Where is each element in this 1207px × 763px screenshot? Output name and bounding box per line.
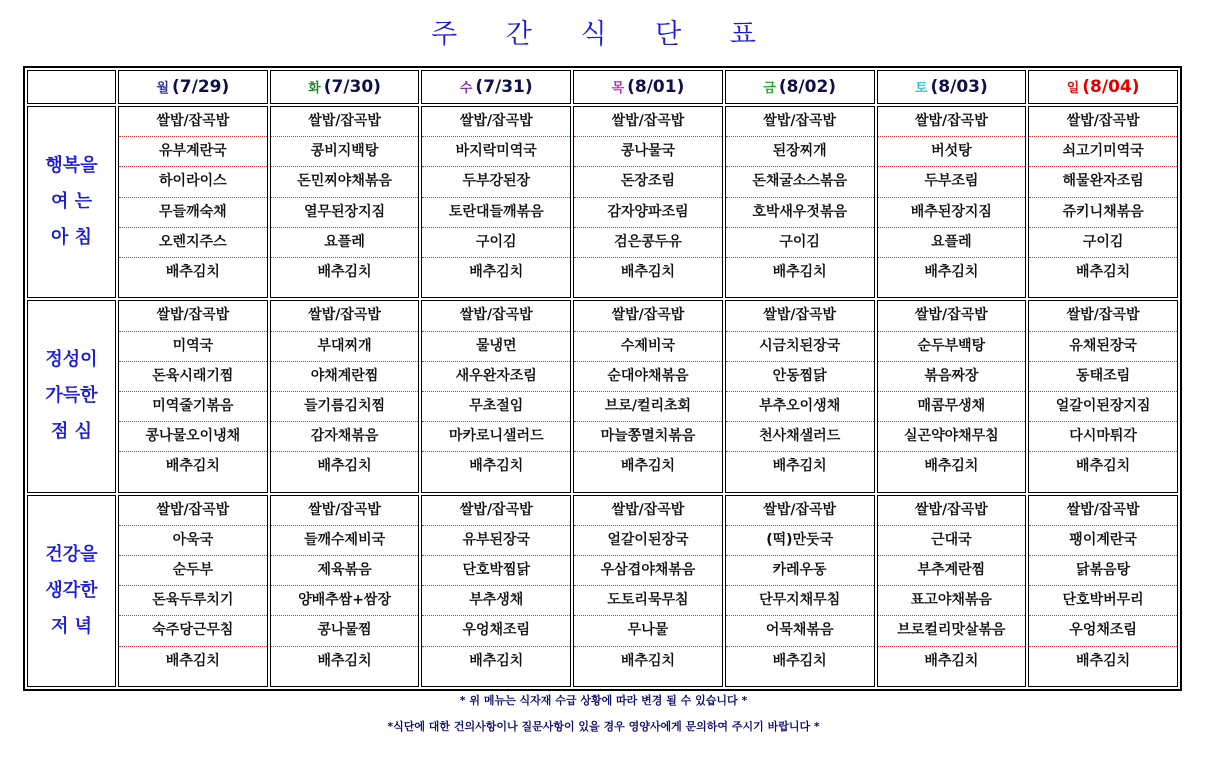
- menu-item: 배추김치: [772, 263, 827, 280]
- menu-item: 단무지채무침: [726, 586, 874, 616]
- menu-item: 표고야채볶음: [878, 586, 1026, 616]
- menu-item: 카레우동: [726, 556, 874, 586]
- menu-item: 다시마튀각: [1029, 422, 1177, 452]
- menu-item: 쌀밥/잡곡밥: [1029, 107, 1177, 137]
- menu-item: 수제비국: [574, 332, 722, 362]
- menu-item: 쌀밥/잡곡밥: [726, 107, 874, 137]
- menu-item: 실곤약야채무침: [878, 422, 1026, 452]
- menu-item: 쌀밥/잡곡밥: [726, 496, 874, 526]
- day-icon: 목: [611, 81, 625, 96]
- menu-item: 브로/컬리초회: [574, 392, 722, 422]
- menu-item: 쌀밥/잡곡밥: [119, 107, 267, 137]
- day-header-fri: [725, 70, 875, 104]
- menu-item: 어묵채볶음: [726, 616, 874, 646]
- meal-label-line: 저 녁: [50, 615, 93, 637]
- meal-label-line: 가득한: [45, 385, 98, 407]
- menu-item: 들기름김치찜: [271, 392, 419, 422]
- menu-item: 배추된장지짐: [878, 198, 1026, 228]
- menu-cell: [877, 495, 1027, 687]
- menu-item: 미역국: [119, 332, 267, 362]
- menu-item: 쌀밥/잡곡밥: [574, 301, 722, 331]
- menu-item: 무초절임: [422, 392, 570, 422]
- menu-item: 쌀밥/잡곡밥: [119, 301, 267, 331]
- menu-item: 얼갈이된장지짐: [1029, 392, 1177, 422]
- menu-cell: [573, 106, 723, 298]
- meal-row-breakfast: [27, 106, 1178, 298]
- menu-cell: [573, 300, 723, 492]
- menu-item: 새우완자조림: [422, 362, 570, 392]
- menu-item: 배추김치: [317, 652, 372, 669]
- menu-cell: [421, 495, 571, 687]
- menu-item: 쌀밥/잡곡밥: [422, 496, 570, 526]
- day-date: (7/29): [172, 77, 230, 97]
- menu-cell: [1028, 106, 1178, 298]
- menu-item: 물냉면: [422, 332, 570, 362]
- menu-cell: [118, 300, 268, 492]
- menu-item: 배추김치: [469, 458, 524, 475]
- menu-item: 배추김치: [772, 458, 827, 475]
- weekly-menu-table: [23, 66, 1182, 691]
- menu-item: 쌀밥/잡곡밥: [271, 301, 419, 331]
- menu-item: 배추김치: [165, 458, 220, 475]
- menu-item: 열무된장지짐: [271, 198, 419, 228]
- menu-item: 천사채샐러드: [726, 422, 874, 452]
- menu-item: 버섯탕: [878, 137, 1026, 167]
- menu-item: 배추김치: [317, 263, 372, 280]
- menu-item: 배추김치: [924, 652, 979, 669]
- menu-item: 쌀밥/잡곡밥: [574, 107, 722, 137]
- menu-item: 쌀밥/잡곡밥: [422, 301, 570, 331]
- menu-item: 배추김치: [469, 652, 524, 669]
- menu-item: 배추김치: [924, 263, 979, 280]
- menu-item: 무나물: [574, 616, 722, 646]
- menu-item: 쌀밥/잡곡밥: [574, 496, 722, 526]
- menu-item: 부추계란찜: [878, 556, 1026, 586]
- menu-item: 부대찌개: [271, 332, 419, 362]
- menu-item: 미역줄기볶음: [119, 392, 267, 422]
- day-date: (7/30): [323, 77, 381, 97]
- menu-item: 유부계란국: [119, 137, 267, 167]
- menu-item: 순대야채볶음: [574, 362, 722, 392]
- menu-item: 콩나물오이냉채: [119, 422, 267, 452]
- menu-item: 검은콩두유: [574, 228, 722, 258]
- menu-item: 쥬키니채볶음: [1029, 198, 1177, 228]
- menu-item: 근대국: [878, 526, 1026, 556]
- menu-cell: [1028, 300, 1178, 492]
- day-icon: 일: [1066, 81, 1080, 96]
- menu-item: 콩나물국: [574, 137, 722, 167]
- menu-item: 콩나물찜: [271, 616, 419, 646]
- notice-contact: *식단에 대한 건의사항이나 질문사항이 있을 경우 영양사에게 문의하여 주시기 바랍니다 *: [387, 720, 820, 733]
- menu-item: 단호박버무리: [1029, 586, 1177, 616]
- meal-label: [27, 495, 116, 687]
- menu-item: 쌀밥/잡곡밥: [1029, 301, 1177, 331]
- meal-label-line: 행복을: [45, 155, 98, 177]
- menu-item: 배추김치: [772, 652, 827, 669]
- menu-item: 바지락미역국: [422, 137, 570, 167]
- notice-change: * 위 메뉴는 식자재 수급 상황에 따라 변경 될 수 있습니다 *: [459, 694, 748, 707]
- meal-label-line: 점 심: [50, 421, 93, 443]
- meal-label-line: 건강을: [45, 543, 98, 565]
- meal-label: [27, 106, 116, 298]
- menu-item: 구이김: [422, 228, 570, 258]
- menu-item: 순두부: [119, 556, 267, 586]
- day-date: (8/03): [930, 77, 988, 97]
- menu-item: 쌀밥/잡곡밥: [726, 301, 874, 331]
- meal-label-line: 생각한: [45, 579, 98, 601]
- menu-item: 배추김치: [1076, 652, 1131, 669]
- menu-item: 우엉채조림: [1029, 616, 1177, 646]
- menu-item: 배추김치: [469, 263, 524, 280]
- menu-item: 무들깨숙채: [119, 198, 267, 228]
- menu-cell: [421, 106, 571, 298]
- menu-item: 닭볶음탕: [1029, 556, 1177, 586]
- corner-cell: [27, 70, 116, 104]
- menu-item: 얼갈이된장국: [574, 526, 722, 556]
- menu-item: 감자채볶음: [271, 422, 419, 452]
- menu-item: 쌀밥/잡곡밥: [878, 107, 1026, 137]
- menu-item: 쌀밥/잡곡밥: [878, 301, 1026, 331]
- menu-item: 순두부백탕: [878, 332, 1026, 362]
- meal-label-line: 아 침: [50, 227, 93, 249]
- day-icon: 토: [914, 81, 928, 96]
- day-icon: 수: [459, 81, 473, 96]
- menu-item: 마카로니샐러드: [422, 422, 570, 452]
- day-date: (7/31): [475, 77, 533, 97]
- menu-cell: [270, 495, 420, 687]
- day-icon: 금: [763, 81, 776, 96]
- menu-item: 토란대들깨볶음: [422, 198, 570, 228]
- menu-item: 마늘쫑멸치볶음: [574, 422, 722, 452]
- meal-label-line: 여 는: [50, 191, 93, 213]
- menu-item: 요플레: [878, 228, 1026, 258]
- menu-cell: [725, 495, 875, 687]
- page-title: 주 간 식 단 표: [431, 19, 776, 50]
- menu-item: 안동찜닭: [726, 362, 874, 392]
- menu-item: 야채계란찜: [271, 362, 419, 392]
- menu-cell: [270, 106, 420, 298]
- day-icon: 화: [308, 81, 321, 96]
- menu-item: 시금치된장국: [726, 332, 874, 362]
- menu-item: 브로컬리맛살볶음: [878, 616, 1026, 646]
- menu-item: 배추김치: [1076, 263, 1131, 280]
- menu-item: 쇠고기미역국: [1029, 137, 1177, 167]
- day-date: (8/01): [627, 77, 685, 97]
- menu-item: 볶음짜장: [878, 362, 1026, 392]
- menu-item: 유부된장국: [422, 526, 570, 556]
- menu-item: 동태조림: [1029, 362, 1177, 392]
- menu-item: 쌀밥/잡곡밥: [119, 496, 267, 526]
- menu-item: 콩비지백탕: [271, 137, 419, 167]
- menu-item: 두부강된장: [422, 167, 570, 197]
- menu-item: 쌀밥/잡곡밥: [271, 107, 419, 137]
- menu-item: 배추김치: [317, 458, 372, 475]
- menu-item: 제육볶음: [271, 556, 419, 586]
- day-header-mon: [118, 70, 268, 104]
- menu-item: 쌀밥/잡곡밥: [271, 496, 419, 526]
- menu-item: 요플레: [271, 228, 419, 258]
- menu-item: 부추생채: [422, 586, 570, 616]
- menu-item: 돈장조림: [574, 167, 722, 197]
- meal-label: [27, 300, 116, 492]
- menu-item: 배추김치: [620, 652, 676, 669]
- meal-row-dinner: [27, 495, 1178, 687]
- menu-item: 구이김: [1029, 228, 1177, 258]
- menu-item: 배추김치: [924, 458, 979, 475]
- day-header-row: [27, 70, 1178, 104]
- menu-item: 쌀밥/잡곡밥: [878, 496, 1026, 526]
- menu-cell: [118, 495, 268, 687]
- menu-item: 돈육시래기찜: [119, 362, 267, 392]
- menu-item: 도토리묵무침: [574, 586, 722, 616]
- menu-item: 해물완자조림: [1029, 167, 1177, 197]
- menu-item: 호박새우젓볶음: [726, 198, 874, 228]
- menu-item: 쌀밥/잡곡밥: [422, 107, 570, 137]
- meal-label-line: 정성이: [45, 349, 98, 371]
- menu-item: 유채된장국: [1029, 332, 1177, 362]
- menu-item: 양배추쌈+쌈장: [271, 586, 419, 616]
- menu-item: 들깨수제비국: [271, 526, 419, 556]
- day-header-tue: [270, 70, 420, 104]
- menu-cell: [877, 300, 1027, 492]
- menu-item: 쌀밥/잡곡밥: [1029, 496, 1177, 526]
- menu-cell: [573, 495, 723, 687]
- menu-cell: [1028, 495, 1178, 687]
- menu-item: 구이김: [726, 228, 874, 258]
- menu-item: 단호박찜닭: [422, 556, 570, 586]
- menu-item: 배추김치: [1076, 458, 1131, 475]
- day-header-sun: [1028, 70, 1178, 104]
- day-date: (8/02): [778, 77, 837, 97]
- menu-item: 돈채굴소스볶음: [726, 167, 874, 197]
- menu-item: 두부조림: [878, 167, 1026, 197]
- menu-item: 매콤무생채: [878, 392, 1026, 422]
- menu-item: 우삼겹야채볶음: [574, 556, 722, 586]
- menu-item: 우엉채조림: [422, 616, 570, 646]
- menu-cell: [725, 300, 875, 492]
- menu-item: (떡)만둣국: [726, 526, 874, 556]
- day-header-sat: [877, 70, 1027, 104]
- menu-item: 배추김치: [620, 263, 676, 280]
- day-header-thu: [573, 70, 723, 104]
- menu-item: 부추오이생채: [726, 392, 874, 422]
- day-header-wed: [421, 70, 571, 104]
- menu-item: 하이라이스: [119, 167, 267, 197]
- day-date: (8/04): [1082, 77, 1140, 97]
- menu-cell: [421, 300, 571, 492]
- menu-item: 오렌지주스: [119, 228, 267, 258]
- menu-item: 돈민찌야채볶음: [271, 167, 419, 197]
- menu-item: 팽이계란국: [1029, 526, 1177, 556]
- menu-cell: [270, 300, 420, 492]
- meal-row-lunch: [27, 300, 1178, 492]
- menu-cell: [877, 106, 1027, 298]
- menu-item: 배추김치: [620, 458, 676, 475]
- menu-cell: [118, 106, 268, 298]
- menu-item: 돈육두루치기: [119, 586, 267, 616]
- menu-cell: [725, 106, 875, 298]
- menu-item: 감자양파조림: [574, 198, 722, 228]
- menu-item: 숙주당근무침: [119, 616, 267, 646]
- menu-item: 배추김치: [165, 263, 220, 280]
- day-icon: 월: [156, 81, 170, 96]
- menu-item: 배추김치: [165, 652, 220, 669]
- menu-item: 된장찌개: [726, 137, 874, 167]
- menu-item: 아욱국: [119, 526, 267, 556]
